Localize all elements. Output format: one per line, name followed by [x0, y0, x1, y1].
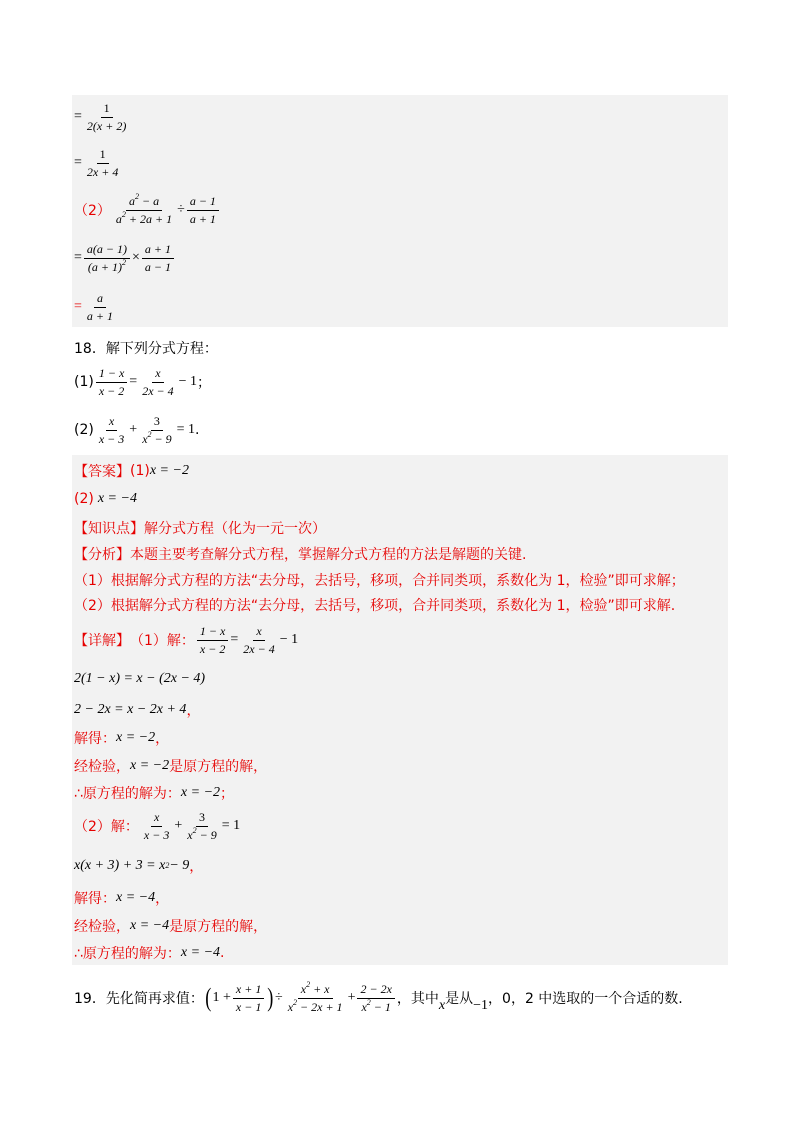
q18-part2: (2) $\frac{x}{x - 3}$ + $\frac{3}{x^2 - 9}$ = 1 .: [74, 413, 200, 446]
answer-line-2: (2) x = −4: [74, 491, 137, 507]
detail1-root: ∴原方程的解为： x = −2 ；: [74, 785, 235, 802]
q17-step2: = $\frac{1}{2x + 4}$: [74, 146, 119, 179]
detail2-solve: 解得： x = −4 ，: [74, 890, 170, 907]
detail2-check: 经检验， x = −4 是原方程的解，: [74, 918, 268, 935]
detail-part1-intro: 【详解】 （1）解： $\frac{1 - x}{x - 2}$ = $\frac{x}{2x - 4}$ − 1: [74, 623, 299, 656]
q17-final: = $\frac{a}{a + 1}$: [74, 290, 114, 323]
analysis-step-2: （2）根据解分式方程的方法“去分母，去括号，移项，合并同类项，系数化为 1，检验”即可求解.: [74, 598, 676, 614]
analysis-line: 【分析】 本题主要考查解分式方程，掌握解分式方程的方法是解题的关键.: [74, 547, 527, 563]
answer-line-1: 【答案】 (1) x = −2: [74, 463, 189, 480]
knowledge-point: 【知识点】 解分式方程（化为一元一次）: [74, 521, 326, 537]
detail1-step1: 2(1 − x) = x − (2x − 4): [74, 671, 206, 686]
q17-step3: = $\frac{a(a - 1)}{(a + 1)^2}$ × $\frac{a + 1}{a - 1}$: [74, 238, 176, 278]
q19-line: 19．先化简再求值： ( 1 + $\frac{x + 1}{x - 1}$ ) ÷ $\frac{x^2 + x}{x^2 - 2x + 1}$ + $\frac{2 - 2x}{x^2 - 1}$ ，其中 x 是从 −1 ，0，2 中选取的一个合适的数.: [74, 979, 683, 1014]
detail2-step1: x(x + 3) + 3 = x 2 − 9 ，: [74, 858, 204, 875]
analysis-step-1: （1）根据解分式方程的方法“去分母，去括号，移项，合并同类项，系数化为 1，检验”即可求解；: [74, 573, 685, 589]
q17-part2: （2） $\frac{a^2 - a}{a^2 + 2a + 1}$ ÷ $\frac{a - 1}{a + 1}$: [74, 190, 221, 230]
q17-step1: = $\frac{1}{2(x + 2)}$: [74, 100, 127, 133]
detail-part2-intro: （2）解： $\frac{x}{x - 3}$ + $\frac{3}{x^2 - 9}$ = 1: [74, 809, 241, 842]
q18-part1: (1) $\frac{1 - x}{x - 2}$ = $\frac{x}{2x - 4}$ − 1 ；: [74, 365, 212, 398]
detail1-step2: 2 − 2x = x − 2x + 4 ，: [74, 702, 201, 719]
q18-title: 18．解下列分式方程：: [74, 341, 218, 357]
detail1-check: 经检验， x = −2 是原方程的解，: [74, 758, 268, 775]
detail2-root: ∴原方程的解为： x = −4 .: [74, 945, 225, 962]
detail1-solve: 解得： x = −2 ，: [74, 730, 170, 747]
